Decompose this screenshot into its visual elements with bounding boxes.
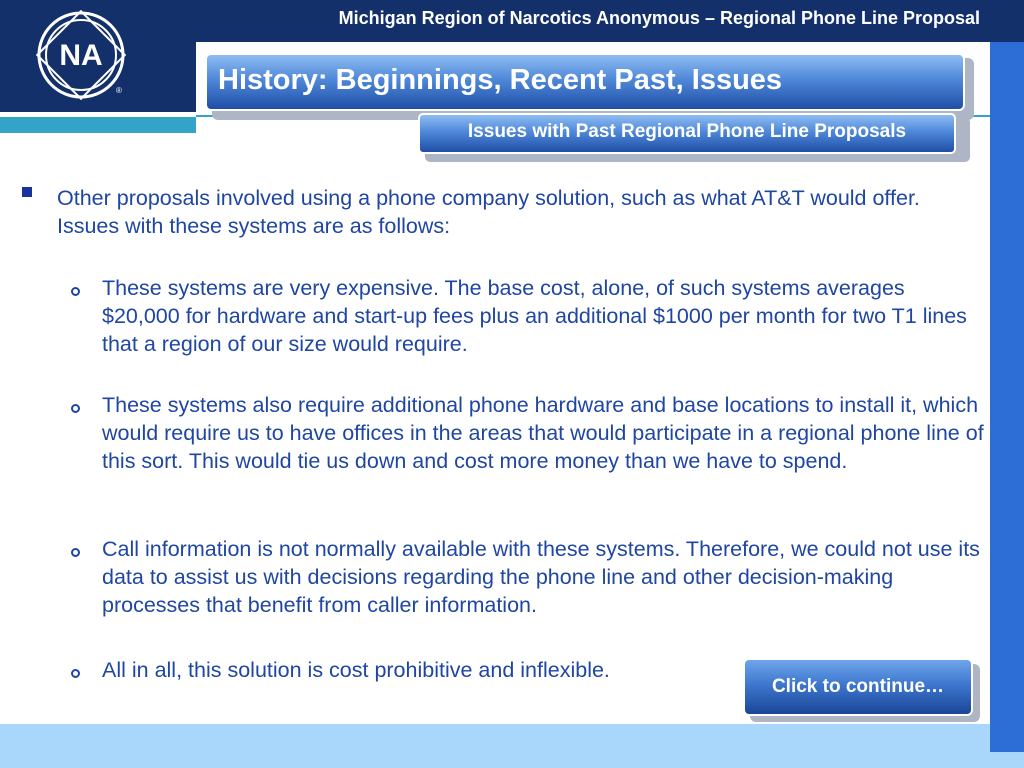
na-logo-icon: [36, 10, 126, 100]
sub-bullet-text: These systems also require additional phone hardware and base locations to install it, which would require us to have offices in the areas that would participate in a regional phone line of this sort. This would tie us down and cost more money than we have to spend.: [102, 393, 984, 473]
circle-bullet-icon: [71, 287, 80, 296]
logo-letters: NA: [59, 39, 103, 72]
slide-subtitle: Issues with Past Regional Phone Line Proposals: [467, 121, 907, 142]
circle-bullet-icon: [71, 669, 80, 678]
right-side-bar: [990, 42, 1024, 752]
continue-button[interactable]: Click to continue…: [743, 658, 973, 716]
sub-bullet-text: Call information is not normally available with these systems. Therefore, we could not use its data to assist us with decisions regarding the phone line and other decision-making processes that benefit from caller information.: [102, 537, 980, 617]
teal-accent-bar: [0, 117, 196, 133]
footer-corner: [990, 752, 1024, 768]
main-bullet-text: Other proposals involved using a phone company solution, such as what AT&T would offer. Issues with these systems are as follows:: [57, 186, 920, 238]
square-bullet-icon: [22, 187, 32, 197]
circle-bullet-icon: [71, 404, 80, 413]
registered-mark: ®: [116, 86, 122, 95]
slide-title: History: Beginnings, Recent Past, Issues: [218, 64, 783, 96]
footer-band: [0, 724, 990, 768]
sub-bullet-text: All in all, this solution is cost prohibitive and inflexible.: [102, 658, 610, 682]
sub-bullet-text: These systems are very expensive. The base cost, alone, of such systems averages $20,000 for hardware and start-up fees plus an additional $1000 per month for two T1 lines that a region of our size would require.: [102, 276, 967, 356]
presentation-title: Michigan Region of Narcotics Anonymous – Regional Phone Line Proposal: [338, 8, 980, 28]
circle-bullet-icon: [71, 548, 80, 557]
